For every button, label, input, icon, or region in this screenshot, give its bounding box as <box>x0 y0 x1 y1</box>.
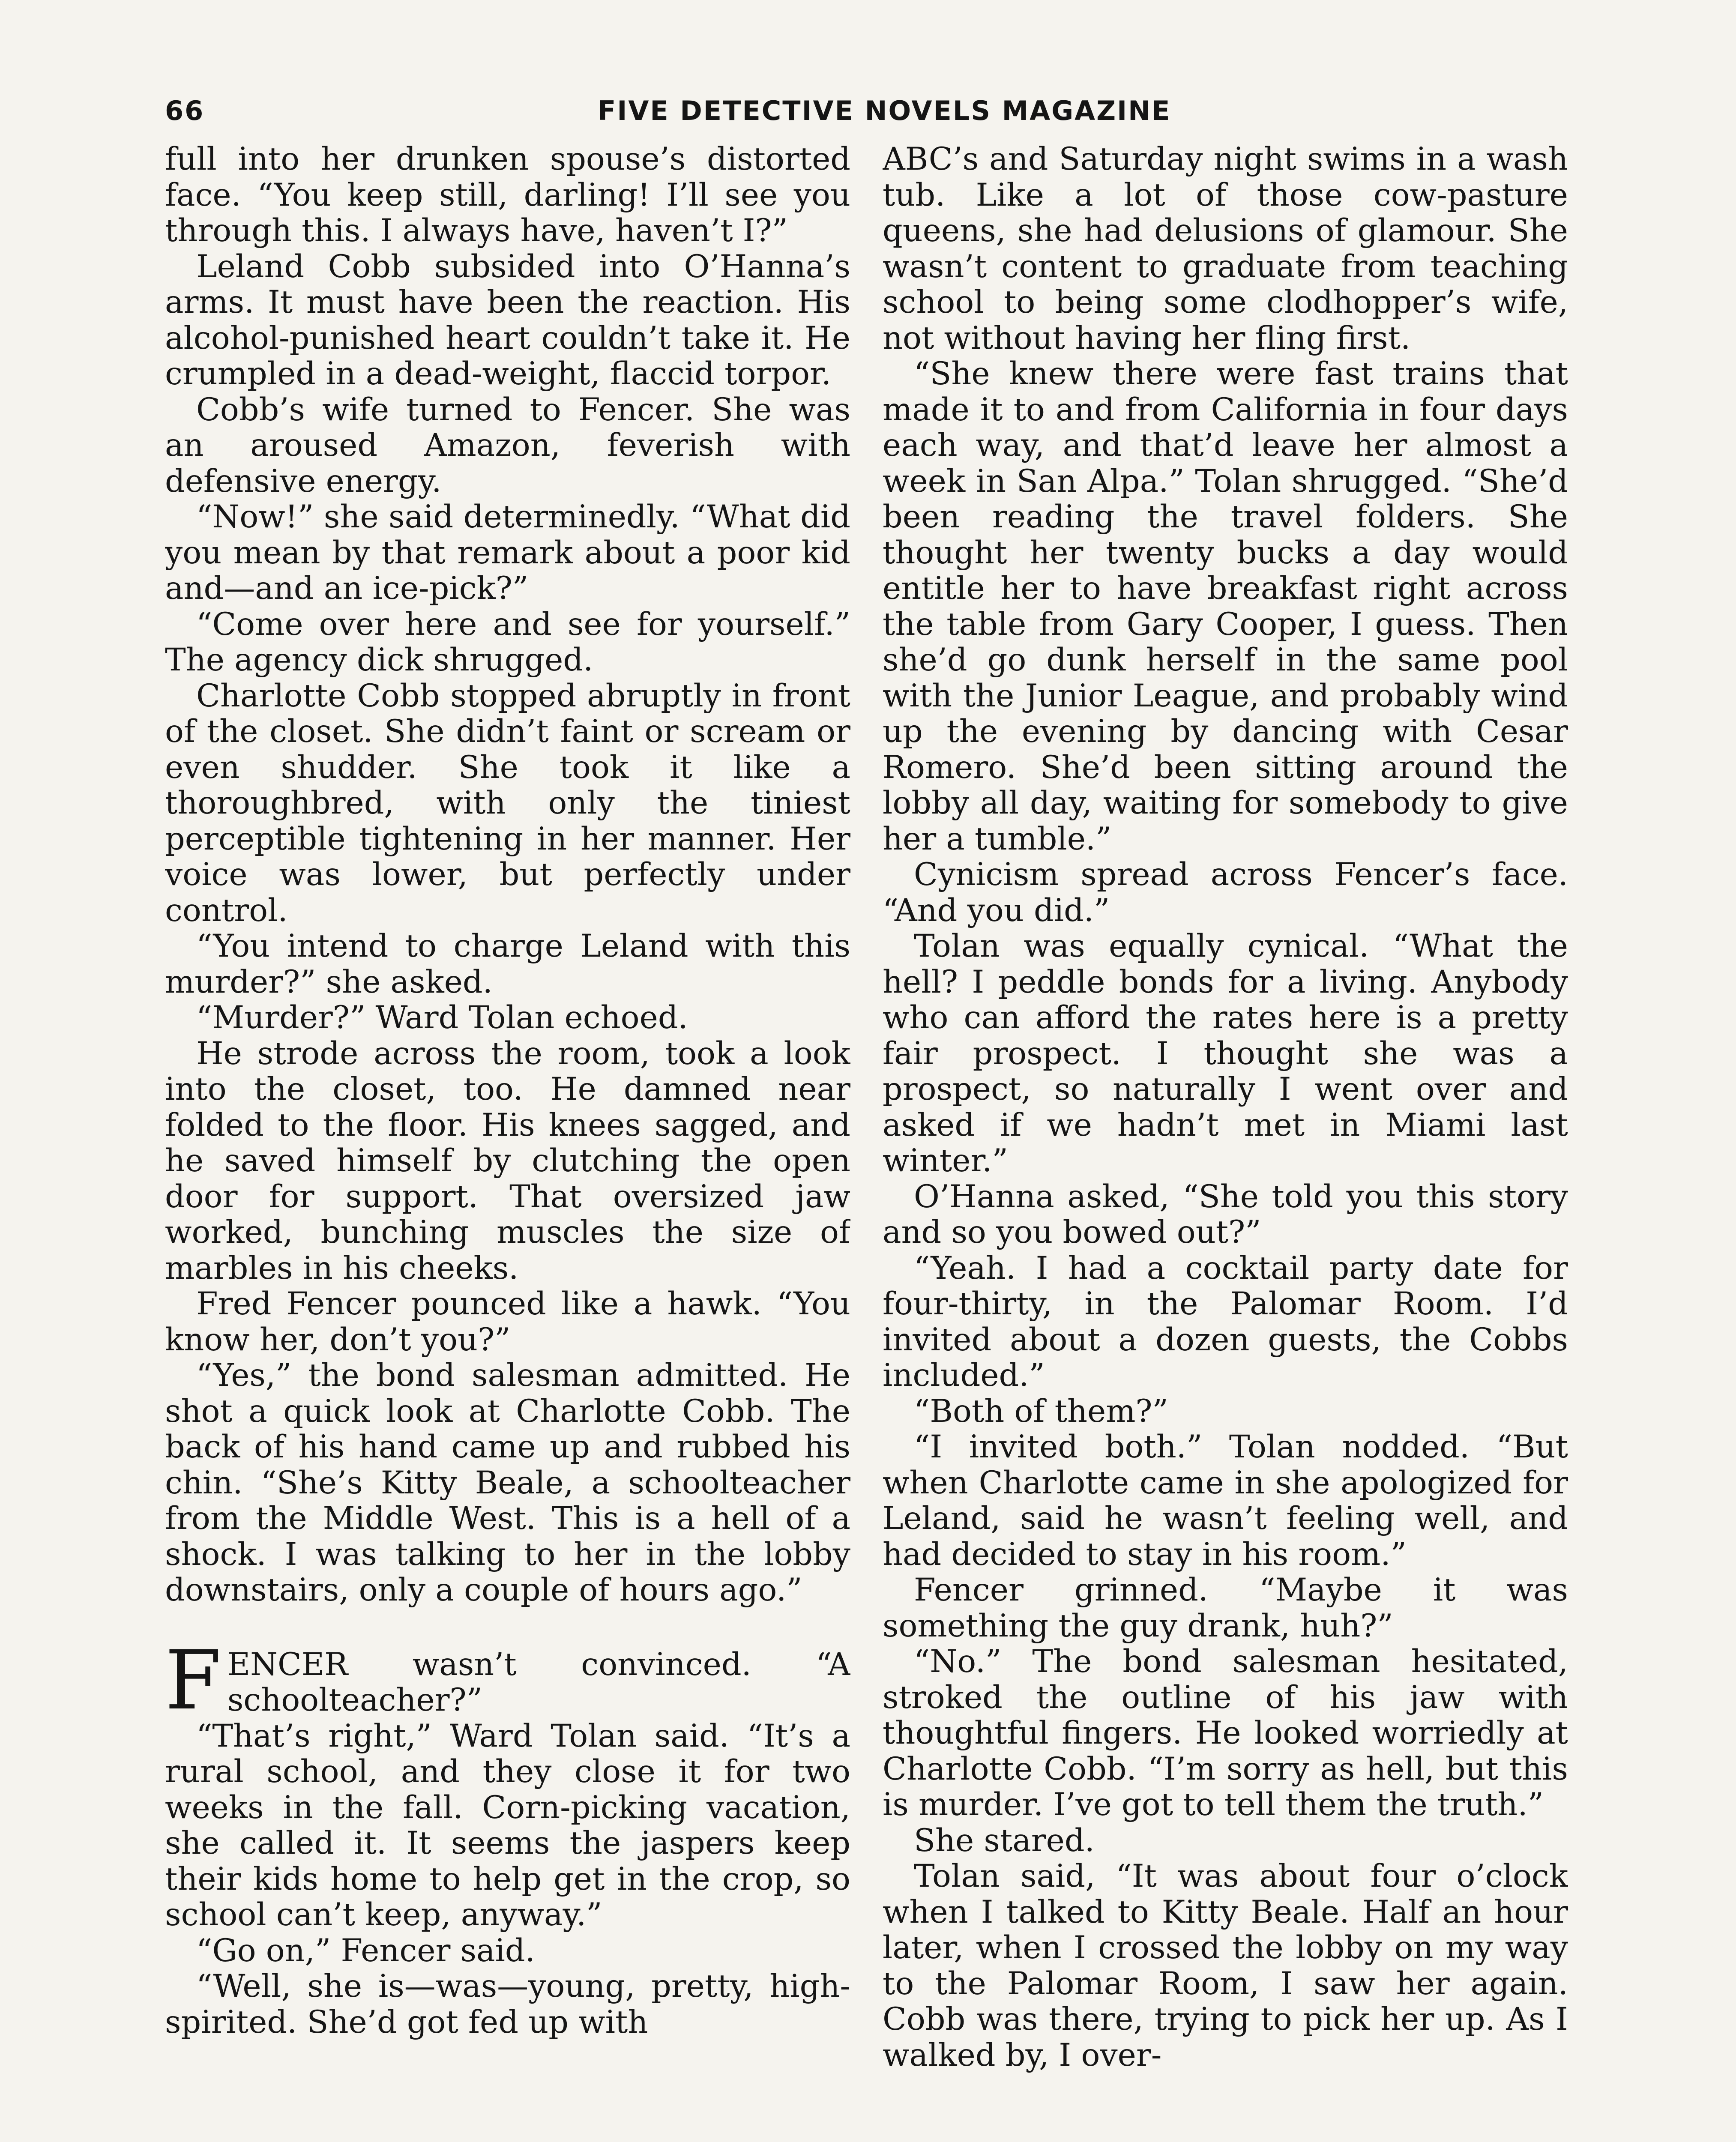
paragraph: Leland Cobb subsided into O’Hanna’s arms. It must have been the reaction. His alcohol-punished heart couldn’t take it. He crumpled in a dead-weight, flaccid torpor. <box>165 248 850 392</box>
paragraph: ABC’s and Saturday night swims in a wash tub. Like a lot of those cow-pasture queens, she had delusions of glamour. She wasn’t content to graduate from teaching school to being some clodhopper’s wife, not without having her fling first. <box>883 141 1568 356</box>
paragraph: full into her drunken spouse’s distorted face. “You keep still, darling! I’ll see you through this. I always have, haven’t I?” <box>165 141 850 249</box>
paragraph: “I invited both.” Tolan nodded. “But when Charlotte came in she apologized for Leland, said he wasn’t feeling well, and had decided to stay in his room.” <box>883 1429 1568 1573</box>
paragraph: Cobb’s wife turned to Fencer. She was an aroused Amazon, feverish with defensive energy. <box>165 391 850 500</box>
paragraph: Tolan said, “It was about four o’clock when I talked to Kitty Beale. Half an hour later, when I crossed the lobby on my way to the Palomar Room, I saw her again. Cobb was there, trying to pick her up. As I walked by, I over- <box>883 1858 1568 2073</box>
paragraph: “Yes,” the bond salesman admitted. He shot a quick look at Charlotte Cobb. The back of his hand came up and rubbed his chin. “She’s Kitty Beale, a schoolteacher from the Middle West. This is a hell of a shock. I was talking to her in the lobby downstairs, only a couple of hours ago.” <box>165 1357 850 1608</box>
paragraph: Cynicism spread across Fencer’s face. “And you did.” <box>883 856 1568 929</box>
paragraph: “That’s right,” Ward Tolan said. “It’s a rural school, and they close it for two weeks in the fall. Corn-picking vacation, she called it. It seems the jaspers keep their kids home to help get in the crop, so school can’t keep, anyway.” <box>165 1717 850 1933</box>
dropcap-paragraph-text: ENCER wasn’t convinced. “A schoolteacher?” <box>227 1646 850 1718</box>
paragraph: “Well, she is—was—young, pretty, high-spirited. She’d got fed up with <box>165 1968 850 2040</box>
paragraph: O’Hanna asked, “She told you this story and so you bowed out?” <box>883 1178 1568 1250</box>
paragraph: “Yeah. I had a cocktail party date for four-thirty, in the Palomar Room. I’d invited about a dozen guests, the Cobbs included.” <box>883 1250 1568 1394</box>
running-header <box>165 95 1566 138</box>
paragraph: “She knew there were fast trains that made it to and from California in four days each way, and that’d leave her almost a week in San Alpa.” Tolan shrugged. “She’d been reading the travel folders. She thought her twenty bucks a day would entitle her to have breakfast right across the table from Gary Cooper, I guess. Then she’d go dunk herself in the same pool with the Junior League, and probably wind up the evening by dancing with Cesar Romero. She’d been sitting around the lobby all day, waiting for somebody to give her a tumble.” <box>883 356 1568 857</box>
paragraph: He strode across the room, took a look into the closet, too. He damned near folded to the floor. His knees sagged, and he saved himself by clutching the open door for support. That oversized jaw worked, bunching muscles the size of marbles in his cheeks. <box>165 1035 850 1286</box>
paragraph: “Murder?” Ward Tolan echoed. <box>196 999 688 1036</box>
paragraph: Tolan was equally cynical. “What the hell? I peddle bonds for a living. Anybody who can afford the rates here is a pretty fair prospect. I thought she was a prospect, so naturally I went over and asked if we hadn’t met in Miami last winter.” <box>883 928 1568 1179</box>
magazine-title: FIVE DETECTIVE NOVELS MAGAZINE <box>598 95 1171 126</box>
paragraph: “Both of them?” <box>914 1393 1168 1430</box>
paragraph: “Go on,” Fencer said. <box>196 1932 535 1969</box>
drop-cap: F <box>165 1633 221 1728</box>
right-column <box>883 141 1568 2142</box>
paragraph: Charlotte Cobb stopped abruptly in front of the closet. She didn’t faint or scream or even shudder. She took it like a thoroughbred, with only the tiniest perceptible tightening in her manner. Her voice was lower, but perfectly under control. <box>165 677 850 929</box>
page-number: 66 <box>165 95 205 126</box>
paragraph: Fred Fencer pounced like a hawk. “You know her, don’t you?” <box>165 1286 850 1358</box>
paragraph: Fencer grinned. “Maybe it was something the guy drank, huh?” <box>883 1572 1568 1644</box>
paragraph: “No.” The bond salesman hesitated, stroked the outline of his jaw with thoughtful fingers. He looked worriedly at Charlotte Cobb. “I’m sorry as hell, but this is murder. I’ve got to tell them the truth.” <box>883 1643 1568 1823</box>
paragraph: “Come over here and see for yourself.” The agency dick shrugged. <box>165 606 850 678</box>
left-column <box>165 141 850 2142</box>
paragraph: “You intend to charge Leland with this murder?” she asked. <box>165 928 850 1000</box>
paragraph: She stared. <box>914 1822 1095 1859</box>
paragraph: “Now!” she said determinedly. “What did you mean by that remark about a poor kid and—and an ice-pick?” <box>165 499 850 607</box>
dropcap-paragraph <box>165 1633 850 1728</box>
